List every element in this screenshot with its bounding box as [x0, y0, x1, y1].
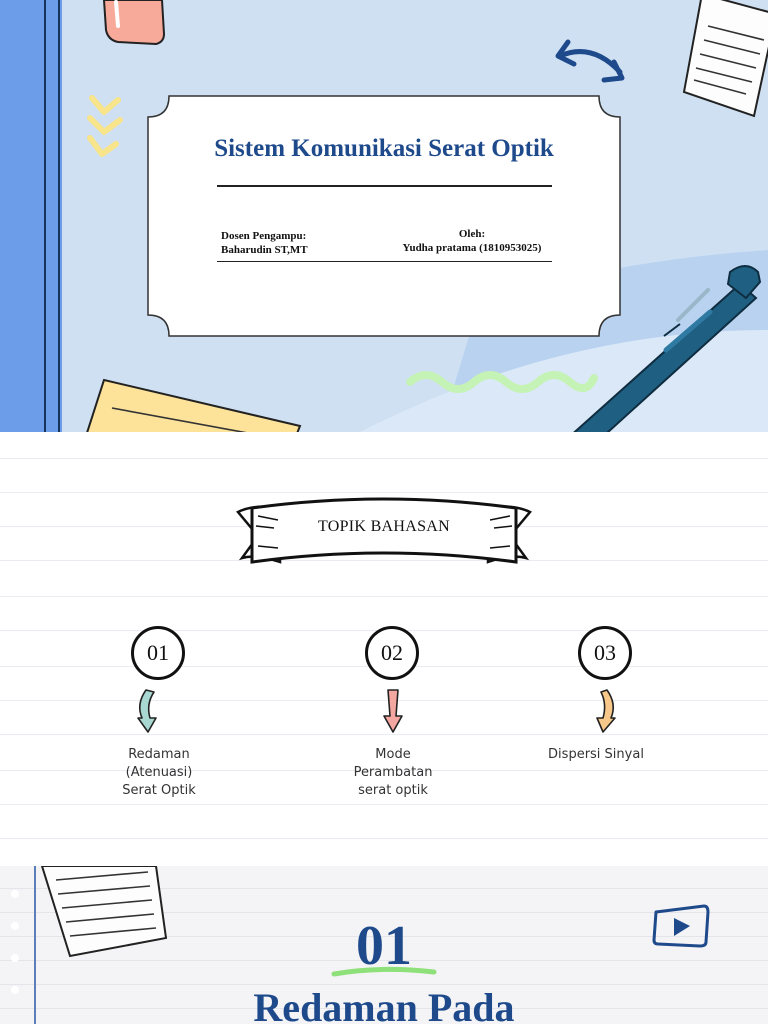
title-card-frame [147, 95, 621, 337]
title-divider [217, 185, 552, 187]
spine-line [44, 0, 46, 432]
ruled-line [0, 492, 768, 493]
topic-number-badge: 03 [578, 626, 632, 680]
down-arrow-icon [378, 688, 408, 734]
topic-number-badge: 01 [131, 626, 185, 680]
topic-label-line: serat optik [358, 783, 428, 798]
chevrons-icon [84, 92, 130, 168]
ribbon-banner-shape [234, 496, 534, 580]
lecturer-block [221, 229, 308, 257]
topic-item-2 [318, 626, 468, 816]
info-divider [217, 261, 552, 262]
presentation-title: Sistem Komunikasi Serat Optik [214, 135, 554, 162]
title-card [147, 95, 621, 337]
ruled-line [0, 596, 768, 597]
topic-label-line: Mode [375, 747, 411, 762]
swap-arrows-icon [548, 32, 638, 92]
topic-label-line: Redaman [128, 747, 190, 762]
lecturer-name: Baharudin ST,MT [221, 244, 308, 256]
section-slide [0, 866, 768, 1024]
section-number: 01 [356, 915, 412, 977]
squiggle-decoration [402, 366, 602, 400]
lecturer-label: Dosen Pengampu: [221, 230, 307, 242]
section-title: Redaman Pada [253, 985, 515, 1024]
topic-label [521, 746, 671, 764]
banner-title: TOPIK BAHASAN [317, 518, 451, 535]
topic-label-line: (Atenuasi) [125, 765, 193, 780]
topic-number-badge: 02 [365, 626, 419, 680]
topics-slide [0, 432, 768, 866]
author-block [387, 227, 557, 255]
topic-label-line: Dispersi Sinyal [548, 747, 644, 762]
topic-label-line: Serat Optik [122, 783, 196, 798]
underline-squiggle [330, 964, 440, 980]
down-arrow-icon [134, 688, 164, 734]
down-arrow-icon [591, 688, 621, 734]
topic-banner [234, 496, 534, 580]
ruled-line [0, 838, 768, 839]
topic-item-3 [521, 626, 671, 816]
author-name: Yudha pratama (1810953025) [402, 242, 542, 254]
paper-note-icon [680, 0, 768, 118]
ruled-line [0, 458, 768, 459]
notebook-spine [0, 0, 62, 432]
topic-label [84, 746, 234, 800]
binder-hole [11, 890, 19, 898]
topic-label [318, 746, 468, 800]
author-label: Oleh: [458, 228, 486, 240]
eraser-icon [100, 0, 170, 48]
sticky-note-icon [84, 376, 304, 432]
topic-item-1 [84, 626, 234, 816]
topic-label-line: Perambatan [353, 765, 433, 780]
title-slide [0, 0, 768, 432]
